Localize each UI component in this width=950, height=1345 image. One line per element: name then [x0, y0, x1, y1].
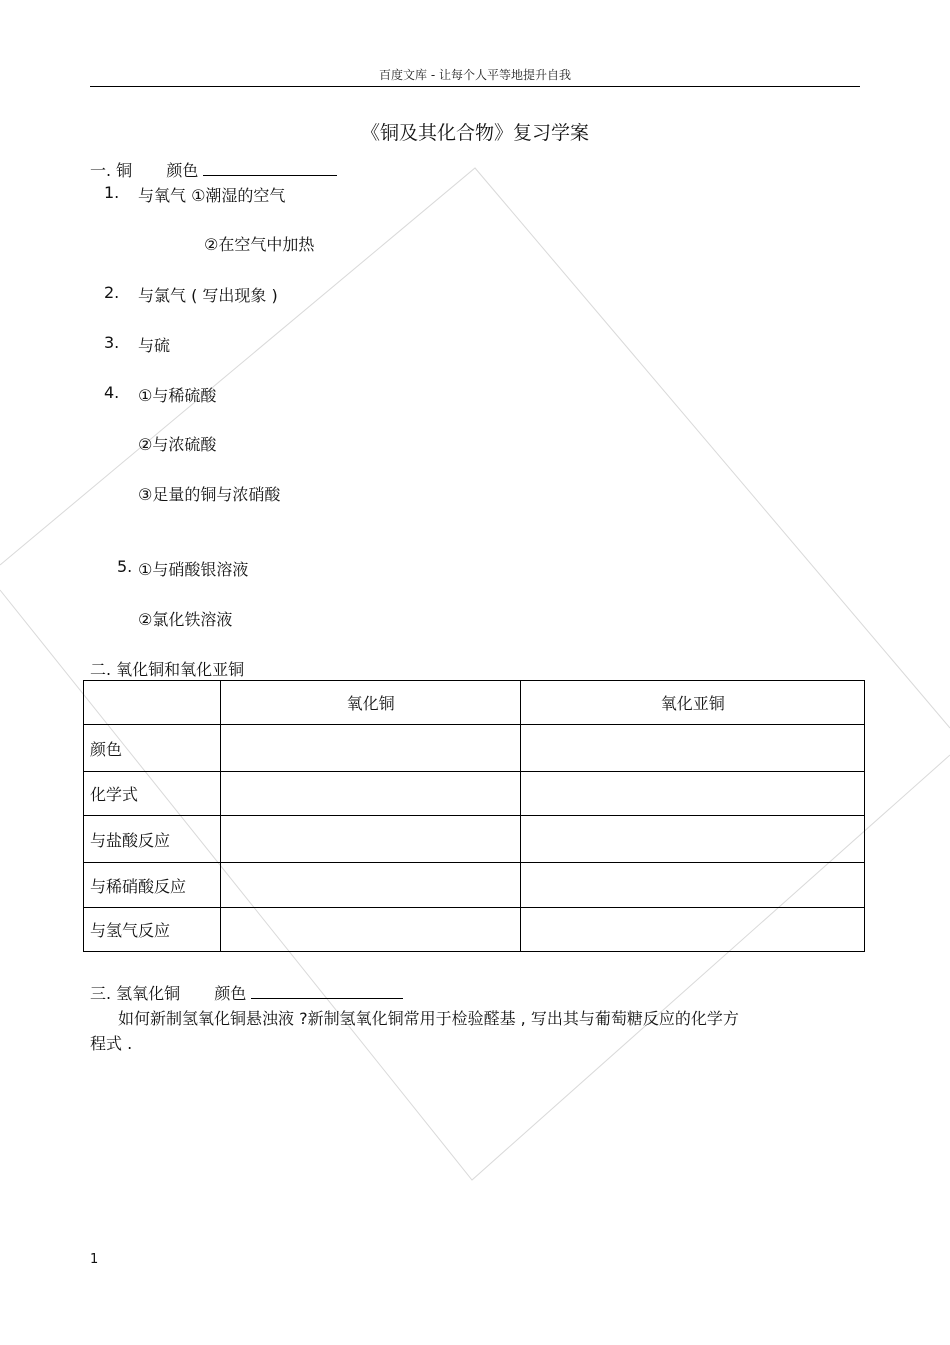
section3-question-line1: 如何新制氢氧化铜悬浊液 ?新制氢氧化铜常用于检验醛基 , 写出其与葡萄糖反应的化学方 — [118, 1009, 739, 1028]
answer-cell[interactable] — [521, 725, 865, 772]
page-number: 1 — [90, 1252, 99, 1267]
answer-cell[interactable] — [521, 863, 865, 908]
item-5-num: 5. — [117, 557, 133, 576]
table-row — [84, 816, 865, 863]
answer-cell[interactable] — [521, 816, 865, 863]
table-corner-cell — [84, 681, 221, 725]
section3-question-line2: 程式 . — [90, 1034, 133, 1053]
row-label-dilute-hno3: 与稀硝酸反应 — [84, 863, 221, 908]
section1-heading — [90, 158, 337, 181]
item-4b-text: ②与浓硫酸 — [138, 435, 217, 454]
column-header-cuo: 氧化铜 — [220, 681, 521, 725]
row-label-hcl: 与盐酸反应 — [84, 816, 221, 863]
item-4a-text: ①与稀硫酸 — [138, 386, 217, 405]
item-2-text: 与氯气 ( 写出现象 ) — [138, 286, 278, 305]
header-rule — [90, 86, 860, 87]
section3-color-label: 颜色 — [214, 984, 247, 1003]
answer-cell[interactable] — [521, 908, 865, 952]
row-label-color: 颜色 — [84, 725, 221, 772]
section1-color-label: 颜色 — [166, 161, 199, 180]
item-1b-text: ②在空气中加热 — [204, 235, 315, 254]
table-row — [84, 725, 865, 772]
section3-color-blank[interactable] — [251, 982, 403, 999]
item-5b-text: ②氯化铁溶液 — [138, 610, 233, 629]
item-1-num: 1. — [104, 183, 120, 202]
item-4-num: 4. — [104, 383, 120, 402]
answer-cell[interactable] — [220, 772, 521, 816]
section3-heading-text: 三. 氢氧化铜 — [90, 984, 181, 1003]
row-label-hydrogen: 与氢气反应 — [84, 908, 221, 952]
item-4c-text: ③足量的铜与浓硝酸 — [138, 485, 281, 504]
page-header: 百度文库 - 让每个人平等地提升自我 — [379, 68, 571, 82]
table-header-row — [84, 681, 865, 725]
table-row — [84, 772, 865, 816]
table-row — [84, 908, 865, 952]
answer-cell[interactable] — [521, 772, 865, 816]
section2-heading: 二. 氧化铜和氧化亚铜 — [90, 660, 245, 679]
item-3-text: 与硫 — [138, 336, 171, 355]
table-row — [84, 863, 865, 908]
section1-heading-text: 一. 铜 — [90, 161, 133, 180]
item-3-num: 3. — [104, 333, 120, 352]
answer-cell[interactable] — [220, 863, 521, 908]
column-header-cu2o: 氧化亚铜 — [521, 681, 865, 725]
oxide-comparison-table — [83, 680, 865, 952]
section3-heading — [90, 981, 403, 1004]
section1-color-blank[interactable] — [203, 159, 337, 176]
answer-cell[interactable] — [220, 908, 521, 952]
answer-cell[interactable] — [220, 816, 521, 863]
item-5a-text: ①与硝酸银溶液 — [138, 560, 249, 579]
answer-cell[interactable] — [220, 725, 521, 772]
item-2-num: 2. — [104, 283, 120, 302]
item-1-text: 与氧气 ①潮湿的空气 — [138, 186, 286, 205]
document-title: 《铜及其化合物》复习学案 — [360, 122, 589, 144]
row-label-formula: 化学式 — [84, 772, 221, 816]
